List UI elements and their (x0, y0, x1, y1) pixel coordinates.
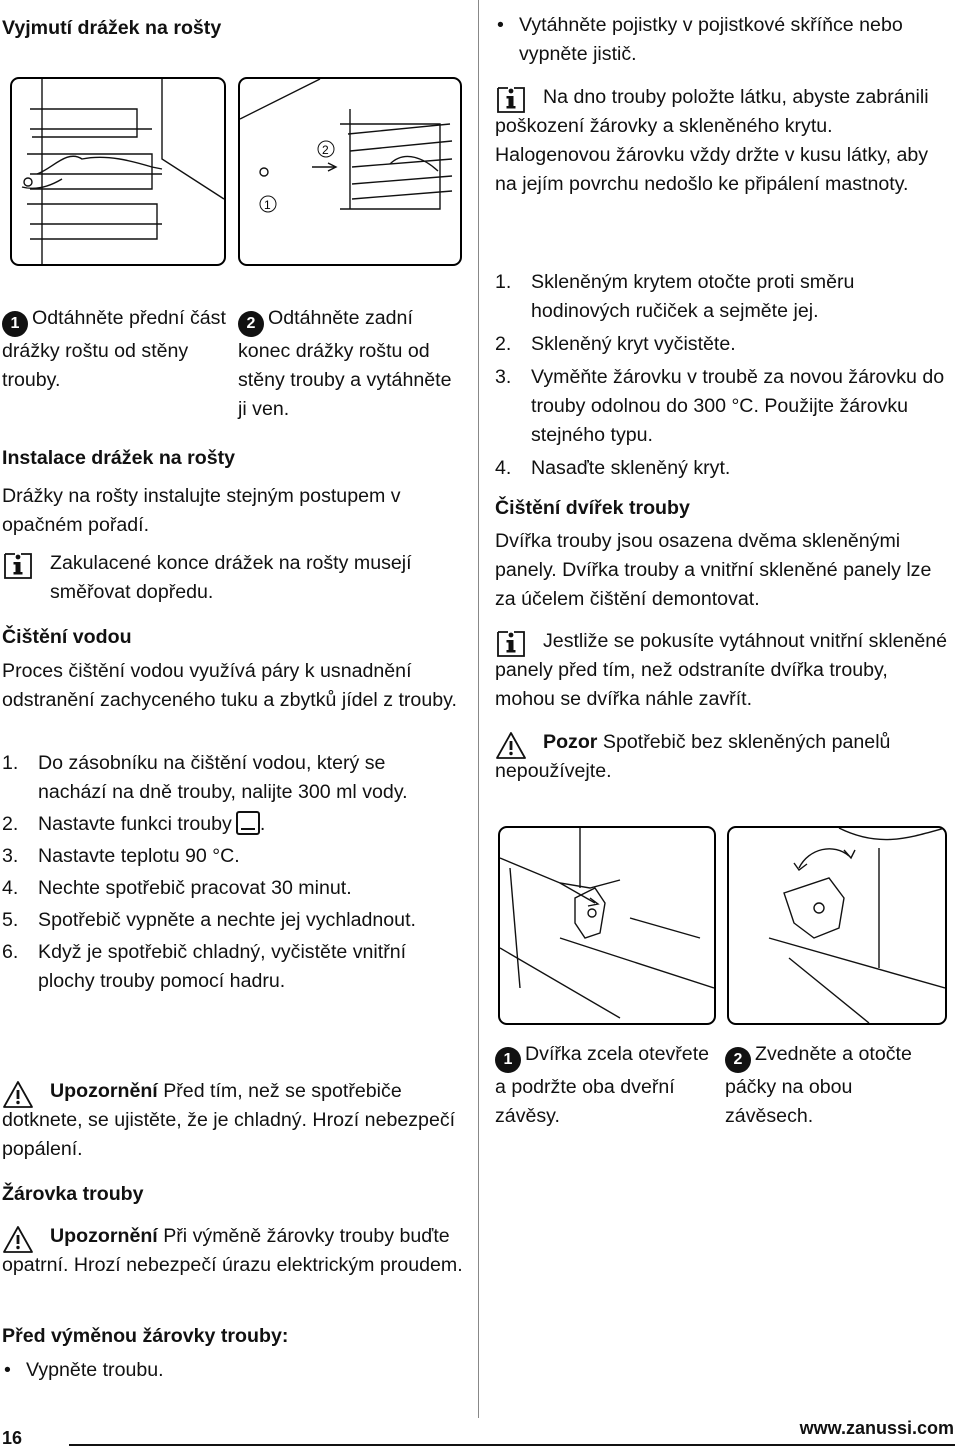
website-link[interactable]: www.zanussi.com (799, 1418, 954, 1438)
footer-rule (69, 1444, 955, 1446)
hot-warning-notice (2, 1077, 464, 1164)
door-info-notice (495, 627, 951, 714)
info-icon (495, 85, 527, 115)
info-icon (495, 629, 527, 659)
warning-icon (2, 1224, 34, 1254)
door-caption-step-1 (495, 1040, 711, 1131)
figure-door-open (498, 826, 716, 1025)
column-divider (478, 0, 479, 1418)
halogen-info-text: Halogenovou žárovku vždy držte v kusu látky, aby na jejím povrchu nedošlo ke připálení mastnoty. (495, 144, 929, 195)
figure-rear-runner (238, 77, 462, 266)
figure-door-lever (727, 826, 947, 1025)
panels-warning-text: Pozor Spotřebič bez skleněných panelů nepoužívejte. (495, 731, 891, 782)
water-step: 4. Nechte spotřebič pracovat 30 minut. (2, 877, 352, 899)
panels-warning-notice (495, 728, 951, 786)
cloth-info-text: Na dno trouby položte látku, abyste zabránili poškození žárovky a skleněného krytu. (495, 86, 929, 137)
heading-install-runners: Instalace drážek na rošty (2, 447, 236, 469)
water-step: 1. Do zásobníku na čištění vodou, který se nachází na dně trouby, nalijte 300 ml vody. (2, 752, 408, 803)
heading-remove-runners: Vyjmutí drážek na rošty (2, 17, 222, 39)
lamp-warning-notice (2, 1222, 464, 1280)
heading-door-cleaning: Čištění dvířek trouby (495, 497, 690, 519)
cloth-info-notice (495, 83, 951, 199)
water-steps-list (2, 749, 442, 996)
heading-water-cleaning: Čištění vodou (2, 626, 132, 648)
door-info-text: Jestliže se pokusíte vytáhnout vnitřní skleněné panely před tím, než odstraníte dvířka trouby, mohou se dvířka náhle zavřít. (495, 630, 948, 710)
warning-icon (2, 1079, 34, 1109)
before-list-item: • Vypněte troubu. (4, 1359, 164, 1381)
door-hinge-open-illustration (500, 828, 714, 1023)
lamp-step: 1. Skleněným krytem otočte proti směru hodinových ručiček a sejměte jej. (495, 271, 855, 322)
figure-label-2: 2 (322, 143, 329, 157)
hot-warning-text: Upozornění Před tím, než se spotřebiče dotknete, se ujistěte, že je chladný. Hrozí nebezpečí popálení. (2, 1080, 456, 1160)
caption-step-2 (238, 304, 460, 424)
door-hinge-lever-illustration (729, 828, 945, 1023)
heading-before-replacement: Před výměnou žárovky trouby: (2, 1325, 289, 1347)
warning-icon (495, 730, 527, 760)
water-step: 2. Nastavte funkci trouby . (2, 813, 266, 835)
page-number: 16 (2, 1428, 23, 1448)
door-caption-step-2 (725, 1040, 925, 1131)
rear-runner-illustration (240, 79, 460, 264)
water-intro-paragraph: Proces čištění vodou využívá páry k usnadnění odstranění zachyceného tuku a zbytků jídel z trouby. (2, 660, 457, 711)
figure-front-runner (10, 77, 226, 266)
lamp-step: 3. Vyměňte žárovku v troubě za novou žárovku do trouby odolnou do 300 °C. Použijte žárovku stejného typu. (495, 366, 945, 446)
caption-step-1-text: Odtáhněte přední část drážky roštu od stěny trouby. (2, 307, 226, 391)
door-caption-step-1-text: Dvířka zcela otevřete a podržte oba dveřní závěsy. (495, 1043, 710, 1127)
install-info-notice (2, 549, 464, 607)
front-runner-illustration (12, 79, 224, 264)
lamp-step: 2. Skleněný kryt vyčistěte. (495, 333, 736, 355)
step-badge-1: 1 (2, 311, 28, 337)
install-paragraph: Drážky na rošty instalujte stejným postupem v opačném pořadí. (2, 485, 401, 536)
door-caption-step-2-text: Zvedněte a otočte páčky na obou závěsech. (725, 1043, 912, 1127)
step-badge-1: 1 (495, 1047, 521, 1073)
install-info-text: Zakulacené konce drážek na rošty musejí směřovat dopředu. (50, 552, 412, 603)
caption-step-2-text: Odtáhněte zadní konec drážky roštu od stěny trouby a vytáhněte ji ven. (238, 307, 452, 420)
water-step: 3. Nastavte teplotu 90 °C. (2, 845, 240, 867)
water-step: 6. Když je spotřebič chladný, vyčistěte vnitřní plochy trouby pomocí hadru. (2, 941, 407, 992)
step-badge-2: 2 (238, 311, 264, 337)
lamp-warning-text: Upozornění Při výměně žárovky trouby buďte opatrní. Hrozí nebezpečí úrazu elektrickým proudem. (2, 1225, 463, 1276)
oven-function-icon (236, 811, 260, 835)
fuse-list-item: • Vytáhněte pojistky v pojistkové skříňce nebo vypněte jistič. (497, 14, 903, 65)
caption-step-1 (2, 304, 228, 395)
info-icon (2, 551, 34, 581)
water-step: 5. Spotřebič vypněte a nechte jej vychladnout. (2, 909, 416, 931)
figure-label-1: 1 (264, 198, 271, 212)
door-paragraph: Dvířka trouby jsou osazena dvěma skleněnými panely. Dvířka trouby a vnitřní skleněné panely lze za účelem čištění demontovat. (495, 530, 932, 610)
lamp-step: 4. Nasaďte skleněný kryt. (495, 457, 731, 479)
lamp-steps-list (495, 268, 951, 483)
step-badge-2: 2 (725, 1047, 751, 1073)
heading-oven-lamp: Žárovka trouby (2, 1183, 144, 1205)
